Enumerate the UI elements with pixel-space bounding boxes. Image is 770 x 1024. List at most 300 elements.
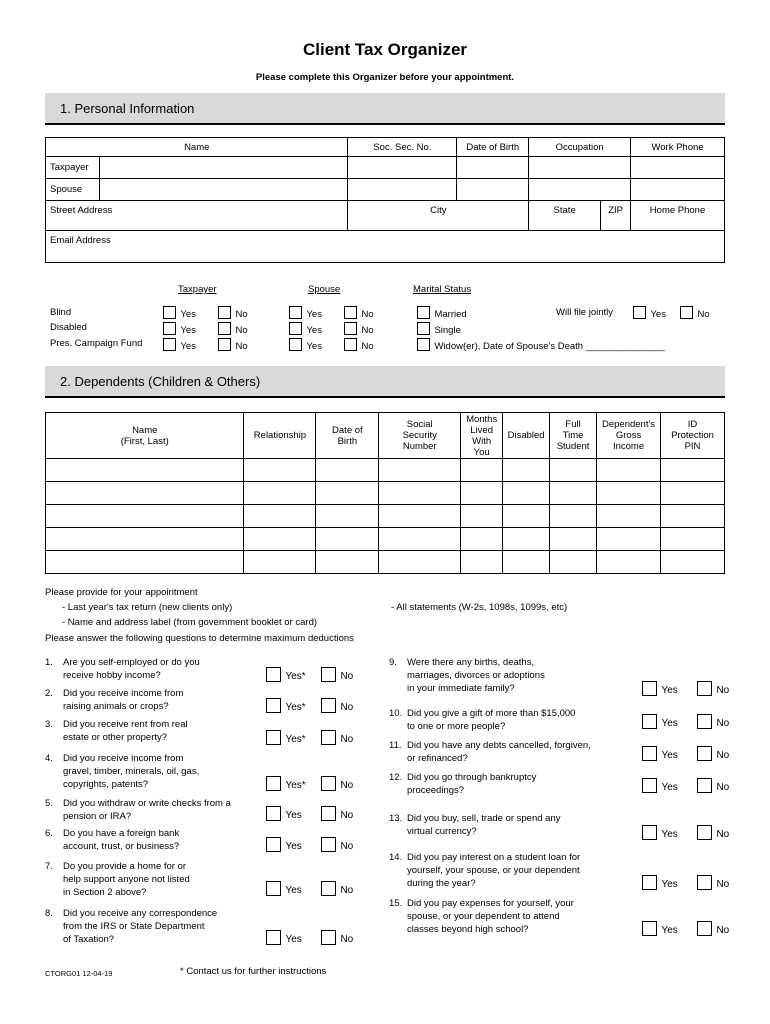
no-label: No <box>235 325 248 336</box>
state-field[interactable] <box>529 201 601 231</box>
answer-no <box>697 824 729 842</box>
dependent-cell[interactable] <box>503 505 550 528</box>
dependent-cell[interactable] <box>597 505 661 528</box>
question-text <box>407 656 545 695</box>
taxpayer-name-field[interactable] <box>99 157 348 179</box>
dependent-cell[interactable] <box>503 482 550 505</box>
spouse-campaign-yes-checkbox[interactable] <box>289 338 302 351</box>
answer-yes <box>266 805 302 823</box>
question-line: of Taxation? <box>63 934 115 945</box>
no-checkbox[interactable] <box>321 837 336 852</box>
answer-no <box>321 805 353 823</box>
spouse-disabled-yes-checkbox[interactable] <box>289 322 302 335</box>
spouse-work-phone-field[interactable] <box>631 179 725 201</box>
answer-yes <box>266 836 302 854</box>
question-line: receive hobby income? <box>63 670 161 681</box>
question-line: Did you receive income from <box>63 688 184 699</box>
answer-yes <box>642 874 678 892</box>
dependent-cell[interactable] <box>46 528 244 551</box>
zip-field[interactable] <box>601 201 631 231</box>
dependent-cell[interactable] <box>503 551 550 574</box>
yes-checkbox[interactable] <box>266 730 281 745</box>
yes-checkbox[interactable] <box>642 714 657 729</box>
spouse-ssn-field[interactable] <box>348 179 457 201</box>
no-label: No <box>716 685 730 696</box>
answer-no <box>321 775 353 793</box>
answer-no <box>321 666 353 684</box>
no-label: No <box>340 810 354 821</box>
answer-yes <box>266 666 306 684</box>
no-label: No <box>340 934 354 945</box>
dep-col-pin: ID Protection PIN <box>661 413 725 459</box>
provide-item-statements: - All statements (W-2s, 1098s, 1099s, etc) <box>391 602 568 613</box>
dependent-cell[interactable] <box>597 551 661 574</box>
marital-group-header: Marital Status <box>413 284 472 295</box>
dependent-cell[interactable] <box>316 505 379 528</box>
question-text <box>407 739 591 765</box>
dependent-cell[interactable] <box>550 505 597 528</box>
yes-label: Yes <box>306 325 322 336</box>
form-id: CTORG01 12-04-19 <box>45 969 113 978</box>
col-name: Name <box>46 138 348 157</box>
dependent-cell[interactable] <box>316 482 379 505</box>
street-address-field[interactable] <box>46 201 348 231</box>
question-text <box>63 656 200 682</box>
question-line: from the IRS or State Department <box>63 921 205 932</box>
no-label: No <box>340 702 354 713</box>
spouse-campaign-no-checkbox[interactable] <box>344 338 357 351</box>
taxpayer-occupation-field[interactable] <box>529 157 631 179</box>
widow-label: Widow(er), Date of Spouse's Death _______________ <box>434 341 665 352</box>
col-work-phone: Work Phone <box>631 138 725 157</box>
dependent-cell[interactable] <box>379 551 461 574</box>
city-label: City <box>430 205 447 216</box>
no-checkbox[interactable] <box>321 881 336 896</box>
file-jointly-label: Will file jointly <box>556 307 614 318</box>
yes-label: Yes <box>285 810 302 821</box>
row-spouse: Spouse <box>46 179 100 201</box>
no-checkbox[interactable] <box>697 825 712 840</box>
provide-item-label: - Name and address label (from government booklet or card) <box>62 617 318 628</box>
yes-label: Yes <box>306 341 322 352</box>
question-line: Did you receive income from <box>63 753 184 764</box>
spouse-blind-no-checkbox[interactable] <box>344 306 357 319</box>
file-jointly-no-checkbox[interactable] <box>680 306 693 319</box>
question-line: Did you give a gift of more than $15,000 <box>407 708 576 719</box>
answer-yes <box>642 745 678 763</box>
question-number: 13. <box>389 813 403 824</box>
col-occupation: Occupation <box>529 138 631 157</box>
dependent-row <box>46 459 725 482</box>
dependent-cell[interactable] <box>244 459 316 482</box>
dependent-cell[interactable] <box>379 528 461 551</box>
question-text <box>407 851 580 890</box>
question-number: 9. <box>389 657 397 668</box>
dependent-row <box>46 505 725 528</box>
taxpayer-campaign-yes-checkbox[interactable] <box>163 338 176 351</box>
status-label-blind: Blind <box>50 307 72 318</box>
yes-label: Yes <box>650 309 666 320</box>
yes-checkbox[interactable] <box>266 698 281 713</box>
question-line: Do you have a foreign bank <box>63 828 180 839</box>
yes-checkbox[interactable] <box>642 778 657 793</box>
spouse-blind-yes-checkbox[interactable] <box>289 306 302 319</box>
widow-checkbox[interactable] <box>417 338 430 351</box>
question-line: help support anyone not listed <box>63 874 190 885</box>
no-checkbox[interactable] <box>321 806 336 821</box>
question-text <box>63 718 188 744</box>
question-number: 10. <box>389 708 403 719</box>
dependent-row <box>46 528 725 551</box>
no-label: No <box>716 718 730 729</box>
question-number: 12. <box>389 772 403 783</box>
col-ssn: Soc. Sec. No. <box>348 138 457 157</box>
no-label: No <box>340 780 354 791</box>
dependent-row <box>46 551 725 574</box>
single-label: Single <box>434 325 461 336</box>
taxpayer-dob-field[interactable] <box>457 157 529 179</box>
dependents-table <box>45 412 725 574</box>
question-number: 5. <box>45 798 53 809</box>
taxpayer-group-header: Taxpayer <box>178 284 217 295</box>
yes-checkbox[interactable] <box>642 825 657 840</box>
dependent-cell[interactable] <box>661 482 725 505</box>
footer-note: * Contact us for further instructions <box>180 966 327 977</box>
question-line: spouse, or your dependent to attend <box>407 911 560 922</box>
answer-no <box>321 880 353 898</box>
yes-checkbox[interactable] <box>266 806 281 821</box>
dependent-cell[interactable] <box>316 459 379 482</box>
home-phone-label: Home Phone <box>649 205 706 216</box>
dependent-cell[interactable] <box>379 505 461 528</box>
no-checkbox[interactable] <box>321 776 336 791</box>
provide-item-tax-return: - Last year's tax return (new clients only) <box>62 602 233 613</box>
spouse-group-header: Spouse <box>308 284 341 295</box>
provide-intro: Please provide for your appointment <box>45 587 198 598</box>
question-line: Did you have any debts cancelled, forgiven, <box>407 740 591 751</box>
no-label: No <box>361 325 374 336</box>
yes-label: Yes <box>661 718 678 729</box>
answer-yes <box>266 775 306 793</box>
no-checkbox[interactable] <box>697 778 712 793</box>
yes-checkbox[interactable] <box>266 930 281 945</box>
question-text <box>63 687 183 713</box>
no-label: No <box>340 841 354 852</box>
no-checkbox[interactable] <box>321 730 336 745</box>
question-line: Do you provide a home for or <box>63 861 187 872</box>
spouse-name-field[interactable] <box>99 179 348 201</box>
answer-no <box>321 836 353 854</box>
question-line: Were there any births, deaths, <box>407 657 535 668</box>
no-checkbox[interactable] <box>697 746 712 761</box>
yes-checkbox[interactable] <box>642 681 657 696</box>
dependent-cell[interactable] <box>661 505 725 528</box>
taxpayer-campaign-no-checkbox[interactable] <box>218 338 231 351</box>
dependent-cell[interactable] <box>461 528 503 551</box>
section-1-title: 1. Personal Information <box>60 101 195 116</box>
question-text <box>407 897 574 936</box>
question-line: pension or IRA? <box>63 811 132 822</box>
no-label: No <box>697 309 710 320</box>
married-checkbox[interactable] <box>417 306 430 319</box>
dep-col-months: Months Lived With You <box>461 413 503 459</box>
question-line: Did you go through bankruptcy <box>407 772 537 783</box>
no-label: No <box>716 782 730 793</box>
no-label: No <box>716 829 730 840</box>
dependent-cell[interactable] <box>461 505 503 528</box>
no-checkbox[interactable] <box>321 930 336 945</box>
question-line: Did you pay interest on a student loan for <box>407 852 581 863</box>
no-checkbox[interactable] <box>321 667 336 682</box>
taxpayer-disabled-no-checkbox[interactable] <box>218 322 231 335</box>
no-label: No <box>716 879 730 890</box>
yes-label: Yes <box>661 829 678 840</box>
dependent-cell[interactable] <box>661 459 725 482</box>
question-line: classes beyond high school? <box>407 924 529 935</box>
question-line: in Section 2 above? <box>63 887 147 898</box>
answer-yes <box>642 824 678 842</box>
yes-checkbox[interactable] <box>642 921 657 936</box>
dependent-cell[interactable] <box>550 482 597 505</box>
answer-no <box>697 874 729 892</box>
no-label: No <box>361 309 374 320</box>
question-number: 2. <box>45 688 53 699</box>
dependent-cell[interactable] <box>46 459 244 482</box>
no-label: No <box>235 341 248 352</box>
yes-checkbox[interactable] <box>266 776 281 791</box>
no-label: No <box>716 750 730 761</box>
taxpayer-ssn-field[interactable] <box>348 157 457 179</box>
zip-label: ZIP <box>608 205 623 216</box>
taxpayer-blind-yes-checkbox[interactable] <box>163 306 176 319</box>
file-jointly-yes-checkbox[interactable] <box>633 306 646 319</box>
yes-label: Yes* <box>285 780 306 791</box>
dep-col-student: Full Time Student <box>550 413 597 459</box>
question-line: in your immediate family? <box>407 683 515 694</box>
yes-checkbox[interactable] <box>266 881 281 896</box>
answer-yes <box>642 920 678 938</box>
email-field[interactable] <box>46 231 725 263</box>
question-number: 4. <box>45 753 53 764</box>
yes-checkbox[interactable] <box>642 875 657 890</box>
row-taxpayer: Taxpayer <box>46 157 100 179</box>
question-number: 15. <box>389 898 403 909</box>
question-line: virtual currency? <box>407 826 477 837</box>
answer-yes <box>266 697 306 715</box>
state-label: State <box>553 205 576 216</box>
personal-info-table <box>45 137 725 263</box>
yes-checkbox[interactable] <box>642 746 657 761</box>
answer-yes <box>266 929 302 947</box>
dep-col-dob: Date of Birth <box>316 413 379 459</box>
question-line: yourself, your spouse, or your dependent <box>407 865 580 876</box>
question-number: 14. <box>389 852 403 863</box>
dependent-cell[interactable] <box>661 528 725 551</box>
dependent-cell[interactable] <box>550 459 597 482</box>
spouse-dob-field[interactable] <box>457 179 529 201</box>
question-number: 1. <box>45 657 53 668</box>
dependent-cell[interactable] <box>244 505 316 528</box>
question-number: 6. <box>45 828 53 839</box>
dependent-cell[interactable] <box>46 482 244 505</box>
dependent-cell[interactable] <box>461 482 503 505</box>
question-number: 8. <box>45 908 53 919</box>
yes-label: Yes <box>661 879 678 890</box>
dependent-cell[interactable] <box>244 551 316 574</box>
dependent-row <box>46 482 725 505</box>
question-line: proceedings? <box>407 785 465 796</box>
question-line: copyrights, patents? <box>63 779 149 790</box>
yes-label: Yes <box>661 925 678 936</box>
no-checkbox[interactable] <box>697 681 712 696</box>
answer-yes <box>266 729 306 747</box>
section-1-header <box>45 93 725 125</box>
dependent-cell[interactable] <box>244 528 316 551</box>
question-number: 7. <box>45 861 53 872</box>
question-text <box>63 827 179 853</box>
dependent-cell[interactable] <box>597 459 661 482</box>
answer-no <box>321 729 353 747</box>
yes-checkbox[interactable] <box>266 837 281 852</box>
question-line: estate or other property? <box>63 732 168 743</box>
dependent-cell[interactable] <box>503 528 550 551</box>
taxpayer-work-phone-field[interactable] <box>631 157 725 179</box>
street-address-label: Street Address <box>50 205 113 216</box>
spouse-disabled-no-checkbox[interactable] <box>344 322 357 335</box>
question-line: gravel, timber, minerals, oil, gas, <box>63 766 200 777</box>
yes-label: Yes* <box>285 702 306 713</box>
question-line: or refinanced? <box>407 753 468 764</box>
question-line: Are you self-employed or do you <box>63 657 200 668</box>
answer-no <box>697 713 729 731</box>
dependent-cell[interactable] <box>316 551 379 574</box>
question-line: Did you buy, sell, trade or spend any <box>407 813 561 824</box>
question-number: 11. <box>389 740 402 751</box>
taxpayer-disabled-yes-checkbox[interactable] <box>163 322 176 335</box>
spouse-occupation-field[interactable] <box>529 179 631 201</box>
answer-intro: Please answer the following questions to determine maximum deductions <box>45 633 354 644</box>
question-line: during the year? <box>407 878 476 889</box>
status-label-campaign: Pres. Campaign Fund <box>50 338 143 349</box>
question-line: raising animals or crops? <box>63 701 169 712</box>
no-label: No <box>340 885 354 896</box>
dependent-cell[interactable] <box>46 505 244 528</box>
no-checkbox[interactable] <box>321 698 336 713</box>
yes-label: Yes <box>661 782 678 793</box>
page-subtitle: Please complete this Organizer before your appointment. <box>255 72 515 83</box>
question-line: account, trust, or business? <box>63 841 180 852</box>
dependent-cell[interactable] <box>46 551 244 574</box>
dep-col-income: Dependent's Gross Income <box>597 413 661 459</box>
answer-no <box>697 680 729 698</box>
no-checkbox[interactable] <box>697 714 712 729</box>
section-2-title: 2. Dependents (Children & Others) <box>60 374 261 389</box>
no-label: No <box>235 309 248 320</box>
dependents-body <box>46 459 725 574</box>
question-line: Did you receive rent from real <box>63 719 188 730</box>
married-label: Married <box>434 309 467 320</box>
no-label: No <box>340 671 354 682</box>
answer-no <box>321 929 353 947</box>
yes-label: Yes <box>285 934 302 945</box>
answer-yes <box>642 680 678 698</box>
question-text <box>63 860 190 899</box>
no-checkbox[interactable] <box>697 921 712 936</box>
question-line: Did you receive any correspondence <box>63 908 218 919</box>
answer-no <box>697 920 729 938</box>
dep-col-name: Name (First, Last) <box>46 413 244 459</box>
answer-yes <box>642 713 678 731</box>
home-phone-field[interactable] <box>631 201 725 231</box>
dependent-cell[interactable] <box>244 482 316 505</box>
question-text <box>63 907 217 946</box>
question-line: Did you withdraw or write checks from a <box>63 798 231 809</box>
answer-no <box>321 697 353 715</box>
no-label: No <box>361 341 374 352</box>
dependent-cell[interactable] <box>379 482 461 505</box>
dependent-cell[interactable] <box>550 528 597 551</box>
yes-label: Yes <box>180 309 196 320</box>
city-field[interactable] <box>348 201 529 231</box>
yes-label: Yes* <box>285 734 306 745</box>
yes-label: Yes <box>661 685 678 696</box>
dependent-cell[interactable] <box>503 459 550 482</box>
question-line: marriages, divorces or adoptions <box>407 670 545 681</box>
dependent-cell[interactable] <box>461 459 503 482</box>
dependent-cell[interactable] <box>661 551 725 574</box>
question-text <box>407 812 561 838</box>
yes-label: Yes <box>180 325 196 336</box>
dependent-cell[interactable] <box>597 482 661 505</box>
page-title: Client Tax Organizer <box>302 40 468 59</box>
single-checkbox[interactable] <box>417 322 430 335</box>
status-label-disabled: Disabled <box>50 322 87 333</box>
answer-no <box>697 777 729 795</box>
dependent-cell[interactable] <box>550 551 597 574</box>
yes-label: Yes <box>285 885 302 896</box>
question-text <box>407 771 536 797</box>
dependent-cell[interactable] <box>597 528 661 551</box>
answer-yes <box>642 777 678 795</box>
yes-label: Yes <box>180 341 196 352</box>
dependent-cell[interactable] <box>461 551 503 574</box>
yes-checkbox[interactable] <box>266 667 281 682</box>
yes-label: Yes <box>306 309 322 320</box>
dep-col-relationship: Relationship <box>244 413 316 459</box>
answer-yes <box>266 880 302 898</box>
yes-label: Yes* <box>285 671 306 682</box>
dep-col-ssn: Social Security Number <box>379 413 461 459</box>
dependent-cell[interactable] <box>379 459 461 482</box>
question-text <box>63 752 199 791</box>
no-label: No <box>340 734 354 745</box>
email-label: Email Address <box>50 235 111 246</box>
col-dob: Date of Birth <box>457 138 529 157</box>
question-number: 3. <box>45 719 53 730</box>
dependent-cell[interactable] <box>316 528 379 551</box>
answer-no <box>697 745 729 763</box>
question-line: to one or more people? <box>407 721 506 732</box>
section-2-header <box>45 366 725 398</box>
question-text <box>63 797 231 823</box>
no-label: No <box>716 925 730 936</box>
question-line: Did you pay expenses for yourself, your <box>407 898 574 909</box>
taxpayer-blind-no-checkbox[interactable] <box>218 306 231 319</box>
question-text <box>407 707 575 733</box>
no-checkbox[interactable] <box>697 875 712 890</box>
yes-label: Yes <box>285 841 302 852</box>
yes-label: Yes <box>661 750 678 761</box>
